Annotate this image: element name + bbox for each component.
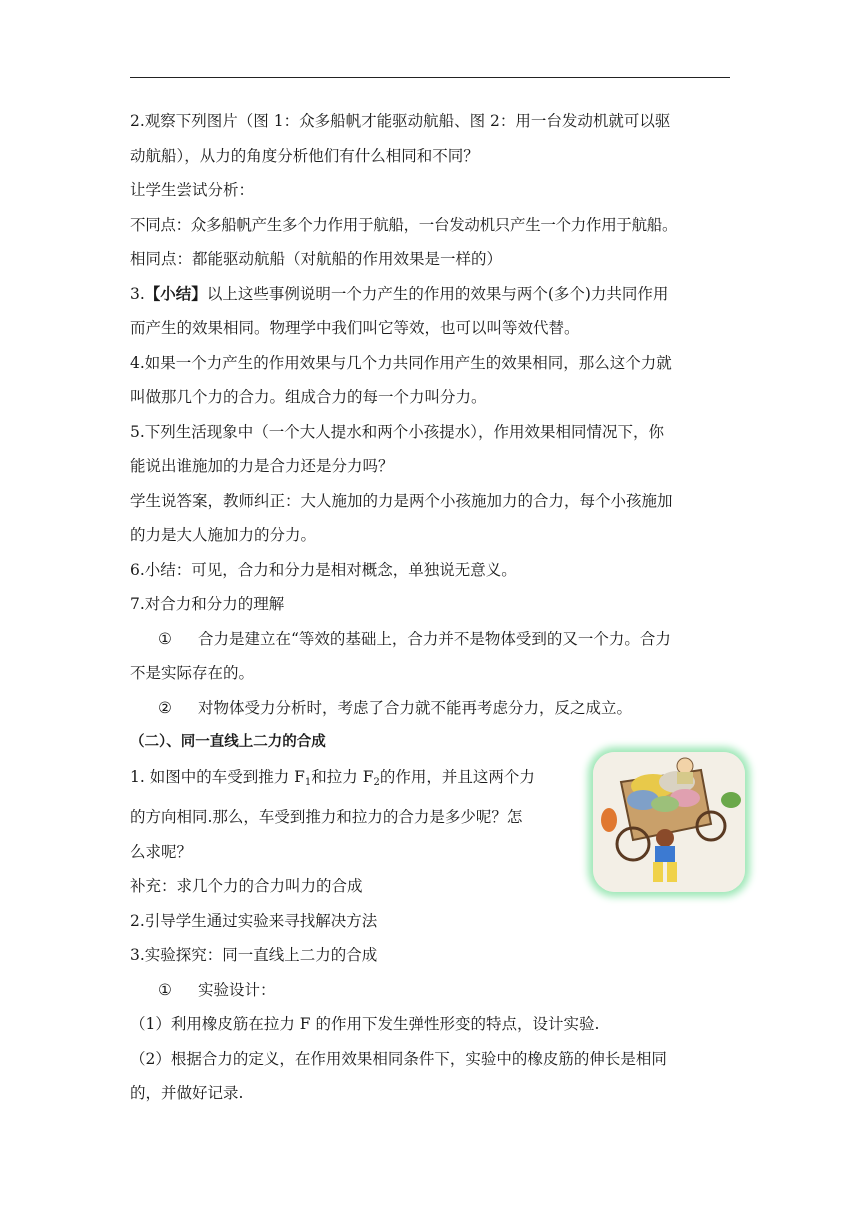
paragraph-line: 3.实验探究：同一直线上二力的合成 (130, 946, 378, 964)
cart-drawing (593, 752, 745, 892)
summary-tag: 【小结】 (144, 283, 207, 303)
paragraph-line: 的力是大人施加力的分力。 (130, 526, 317, 544)
paragraph-line: 叫做那几个力的合力。组成合力的每一个力叫分力。 (130, 388, 487, 406)
paragraph-line: 能说出谁施加的力是合力还是分力吗？ (130, 457, 394, 475)
summary-line (130, 277, 730, 312)
subscript: 1 (304, 776, 312, 788)
paragraph-line: 1. 如图中的车受到推力 $F_1$和拉力 $F_2$的作用，并且这两个力 (130, 767, 535, 788)
paragraph-line: 4.如果一个力产生的作用效果与几个力共同作用产生的效果相同，那么这个力就 (130, 353, 672, 372)
paragraph-line: 7.对合力和分力的理解 (130, 595, 285, 613)
paragraph-line: 的，并做好记录. (130, 1084, 244, 1102)
list-item: ② 对物体受力分析时，考虑了合力就不能再考虑分力，反之成立。 (130, 691, 730, 726)
paragraph-line: 不是实际存在的。 (130, 664, 255, 682)
paragraph-line: （2）根据合力的定义，在作用效果相同条件下，实验中的橡皮筋的伸长是相同 (130, 1049, 667, 1068)
paragraph-line: 而产生的效果相同。物理学中我们叫它等效，也可以叫等效代替。 (130, 319, 580, 337)
header-rule (130, 77, 730, 78)
paragraph-line: 补充：求几个力的合力叫力的合成 (130, 877, 363, 895)
summary-text: 以上这些事例说明一个力产生的作用的效果与两个(多个)力共同作用 (206, 284, 669, 303)
paragraph-line: 让学生尝试分析： (130, 181, 255, 199)
list-item: ① 合力是建立在“等效的基础上，合力并不是物体受到的又一个力。合力 (130, 622, 730, 657)
circled-number: ② (158, 698, 172, 717)
subscript: 2 (373, 776, 380, 788)
item-number: 3. (130, 284, 145, 303)
paragraph-line: 动航船），从力的角度分析他们有什么相同和不同？ (130, 146, 479, 165)
paragraph-line: （1）利用橡皮筋在拉力 F 的作用下发生弹性形变的特点，设计实验. (130, 1015, 600, 1033)
paragraph-line: 2.引导学生通过实验来寻找解决方法 (130, 911, 378, 930)
paragraph-line: 么求呢？ (130, 842, 193, 861)
paragraph-line: 学生说答案，教师纠正：大人施加的力是两个小孩施加力的合力，每个小孩施加 (130, 491, 673, 510)
paragraph-line: 6.小结：可见，合力和分力是相对概念，单独说无意义。 (130, 560, 517, 579)
circled-number: ① (158, 629, 172, 648)
section-heading: （二）、同一直线上二力的合成 (130, 734, 326, 750)
paragraph-line: 相同点：都能驱动航船（对航船的作用效果是一样的） (130, 250, 503, 268)
document-body (130, 104, 730, 1111)
list-item: ① 实验设计： (130, 973, 730, 1008)
paragraph-line: 的方向相同.那么，车受到推力和拉力的合力是多少呢？怎 (130, 808, 523, 826)
paragraph-line: 不同点：众多船帆产生多个力作用于航船，一台发动机只产生一个力作用于航船。 (130, 215, 678, 234)
circled-number: ① (158, 980, 172, 999)
paragraph-line: 5.下列生活现象中（一个大人提水和两个小孩提水），作用效果相同情况下，你 (130, 422, 665, 441)
paragraph-line: 2.观察下列图片（图 1：众多船帆才能驱动航船、图 2：用一台发动机就可以驱 (130, 112, 671, 130)
cart-illustration (593, 752, 745, 892)
